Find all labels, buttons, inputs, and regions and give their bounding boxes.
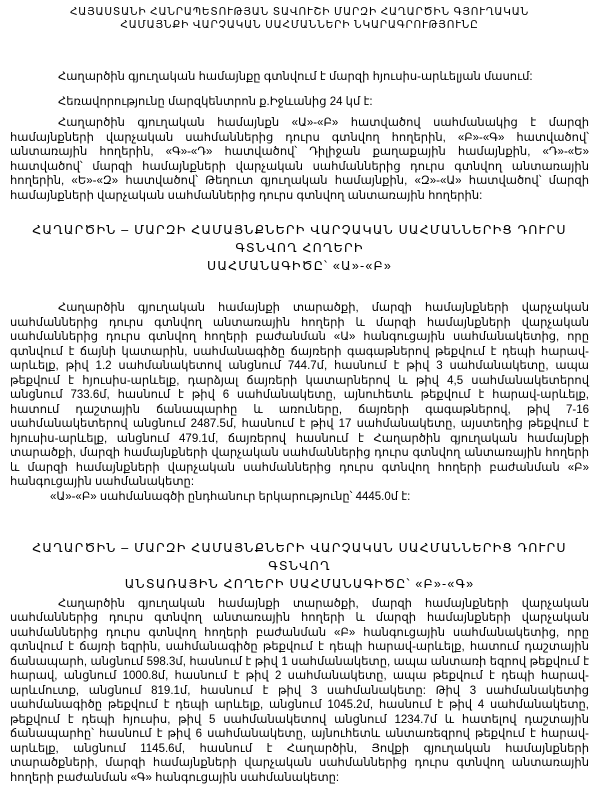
section-paragraph: Հաղարծին գյուղական համայնքի տարածքի, մարզի համայնքների վարչական սահմաններից դուրս գտնվող անտառային հողերի և մարզի համայնքների վարչական սահմաններից դուրս գտնվող հողերի բաժանման «Բ» հանգուցային սահմանակետից, որը գտնվում է ճայռի եզրին, սահմանագիծը թեքվում է դեպի հարավ-արևելք, հատում դաշտային ճանապարհ, անցնում 598.3մ, հասնում է թիվ 1 սահմանակետը, ապա անտառի եզրով թեքվում է հարավ, անցնում 1000.8մ, հասնում է թիվ 2 սահմանակետը, ապա թեքվում է դեպի հարավ-արևմուտք, անցնում 819.1մ, հասնում է թիվ 3 սահմանակետը: Թիվ 3 սահմանակետից սահմանագիծը թեքվում է դեպի արևելք, անցնում 1045.2մ, հասնում է թիվ 4 սահմանակետը, թեքվում է դեպի հյուսիս, թիվ 5 սահմանակետով անցնում 1234.7մ և հատելով դաշտային ճանապարհը՝ հասնում է թիվ 6 սահմանակետը, այնուհետև անտառեզրով թեքվում է հարավ-արևելք, անցնում 1145.6մ, հասնում է Հաղարծին, Յովքի գյուղական համայնքների տարածքների, մարզի համայնքների վարչական սահմաններից դուրս գտնվող անտառային հողերի բաժանման «Գ» հանգուցային սահմանակետը:: [10, 597, 589, 784]
document-title-line-1: ՀԱՅԱՍՏԱՆԻ ՀԱՆՐԱՊԵՏՈՒԹՅԱՆ ՏԱՎՈՒՇԻ ՄԱՐԶԻ ՀԱՂԱՐԾԻՆ ԳՅՈՒՂԱԿԱՆ: [69, 6, 530, 18]
section-total-length: «Ա»-«Բ» սահմանագծի ընդհանուր երկարությունը՝ 4445.0մ է:: [50, 490, 411, 503]
document-title-line-2: ՀԱՄԱՅՆՔԻ ՎԱՐՉԱԿԱՆ ՍԱՀՄԱՆՆԵՐԻ ՆԿԱՐԱԳՐՈՒԹՅՈՒՆԸ: [120, 19, 479, 31]
intro-location: Հաղարծին գյուղական համայնքը գտնվում է մարզի հյուսիս-արևելյան մասում:: [58, 71, 533, 83]
intro-distance: Հեռավորությունը մարզկենտրոն ք.Իջևանից 24 կմ է:: [58, 96, 373, 108]
section-title-line-2: ԱՆՏԱՌԱՅԻՆ ՀՈՂԵՐԻ ՍԱՀՄԱՆԱԳԻԾԸ՝ «Բ»-«Գ»: [124, 576, 475, 591]
section-a-b: [10, 221, 589, 505]
section-title-line-1: ՀԱՂԱՐԾԻՆ – ՄԱՐԶԻ ՀԱՄԱՅՆՔՆԵՐԻ ՎԱՐՉԱԿԱՆ ՍԱՀՄԱՆՆԵՐԻՑ ԴՈՒՐՍ ԳՏՆՎՈՂ: [32, 540, 567, 573]
section-title-line-1: ՀԱՂԱՐԾԻՆ – ՄԱՐԶԻ ՀԱՄԱՅՆՔՆԵՐԻ ՎԱՐՉԱԿԱՆ ՍԱՀՄԱՆՆԵՐԻՑ ԴՈՒՐՍ ԳՏՆՎՈՂ ՀՈՂԵՐԻ: [32, 223, 567, 255]
overview-paragraph: Հաղարծին գյուղական համայնքն «Ա»-«Բ» հատվածով սահմանակից է մարզի համայնքների վարչական սահմաններից դուրս գտնվող հողերին, «Բ»-«Գ» հատվածով՝ անտառային հողերին, «Գ»-«Դ» հատվածով՝ Դիլիջան քաղաքային համայնքին, «Դ»-«Ե» հատվածով՝ մարզի համայնքների վարչական սահմաններից դուրս գտնվող անտառային հողերին, «Ե»-«Զ» հատվածով՝ Թեղուտ գյուղական համայնքին, «Զ»-«Ա» հատվածով՝ մարզի համայնքների վարչական սահմաններից դուրս գտնվող անտառային հողերին:: [10, 117, 589, 202]
section-paragraph: Հաղարծին գյուղական համայնքի տարածքի, մարզի համայնքների վարչական սահմաններից դուրս գտնվող անտառային հողերի և մարզի համայնքների վարչական սահմաններից դուրս գտնվող հողերի բաժանման «Ա» հանգուցային սահմանակետից, որը գտնվում է ճայնի կատարին, սահմանագիծը ճայռերի գագաթներով թեքվում է դեպի հարավ-արևելք, թիվ 1.2 սահմանակետով անցնում 744.7մ, հասնում է թիվ 3 սահմանակետը, ապա թեքվում է հյուսիս-արևելք, դարձյալ ճայռերի կատարներով և թիվ 4,5 սահմանակետերով անցնում 733.6մ, հասնում է թիվ 6 սահմանակետը, այնուհետև թեքվում է հարավ-արևելք, հատում դաշտային ճանապարհը և առուները, ճայռերի գագաթներով, թիվ 7-16 սահմանակետերով անցնում 2487.5մ, հասնում է թիվ 17 սահմանակետը, այստեղից թեքվում է հյուսիս-արևելք, անցնում 479.1մ, ճայռերով հասնում է Հաղարծին գյուղական համայնքի տարածքի, մարզի համայնքների վարչական սահմաններից դուրս գտնվող անտառային հողերի և մարզի համայնքների վարչական սահմաններից դուրս գտնվող հողերի բաժանման «Բ» հանգուցային սահմանակետը:: [10, 302, 589, 488]
section-b-g: [10, 539, 589, 786]
section-title-line-2: ՍԱՀՄԱՆԱԳԻԾԸ՝ «Ա»-«Բ»: [207, 259, 392, 273]
